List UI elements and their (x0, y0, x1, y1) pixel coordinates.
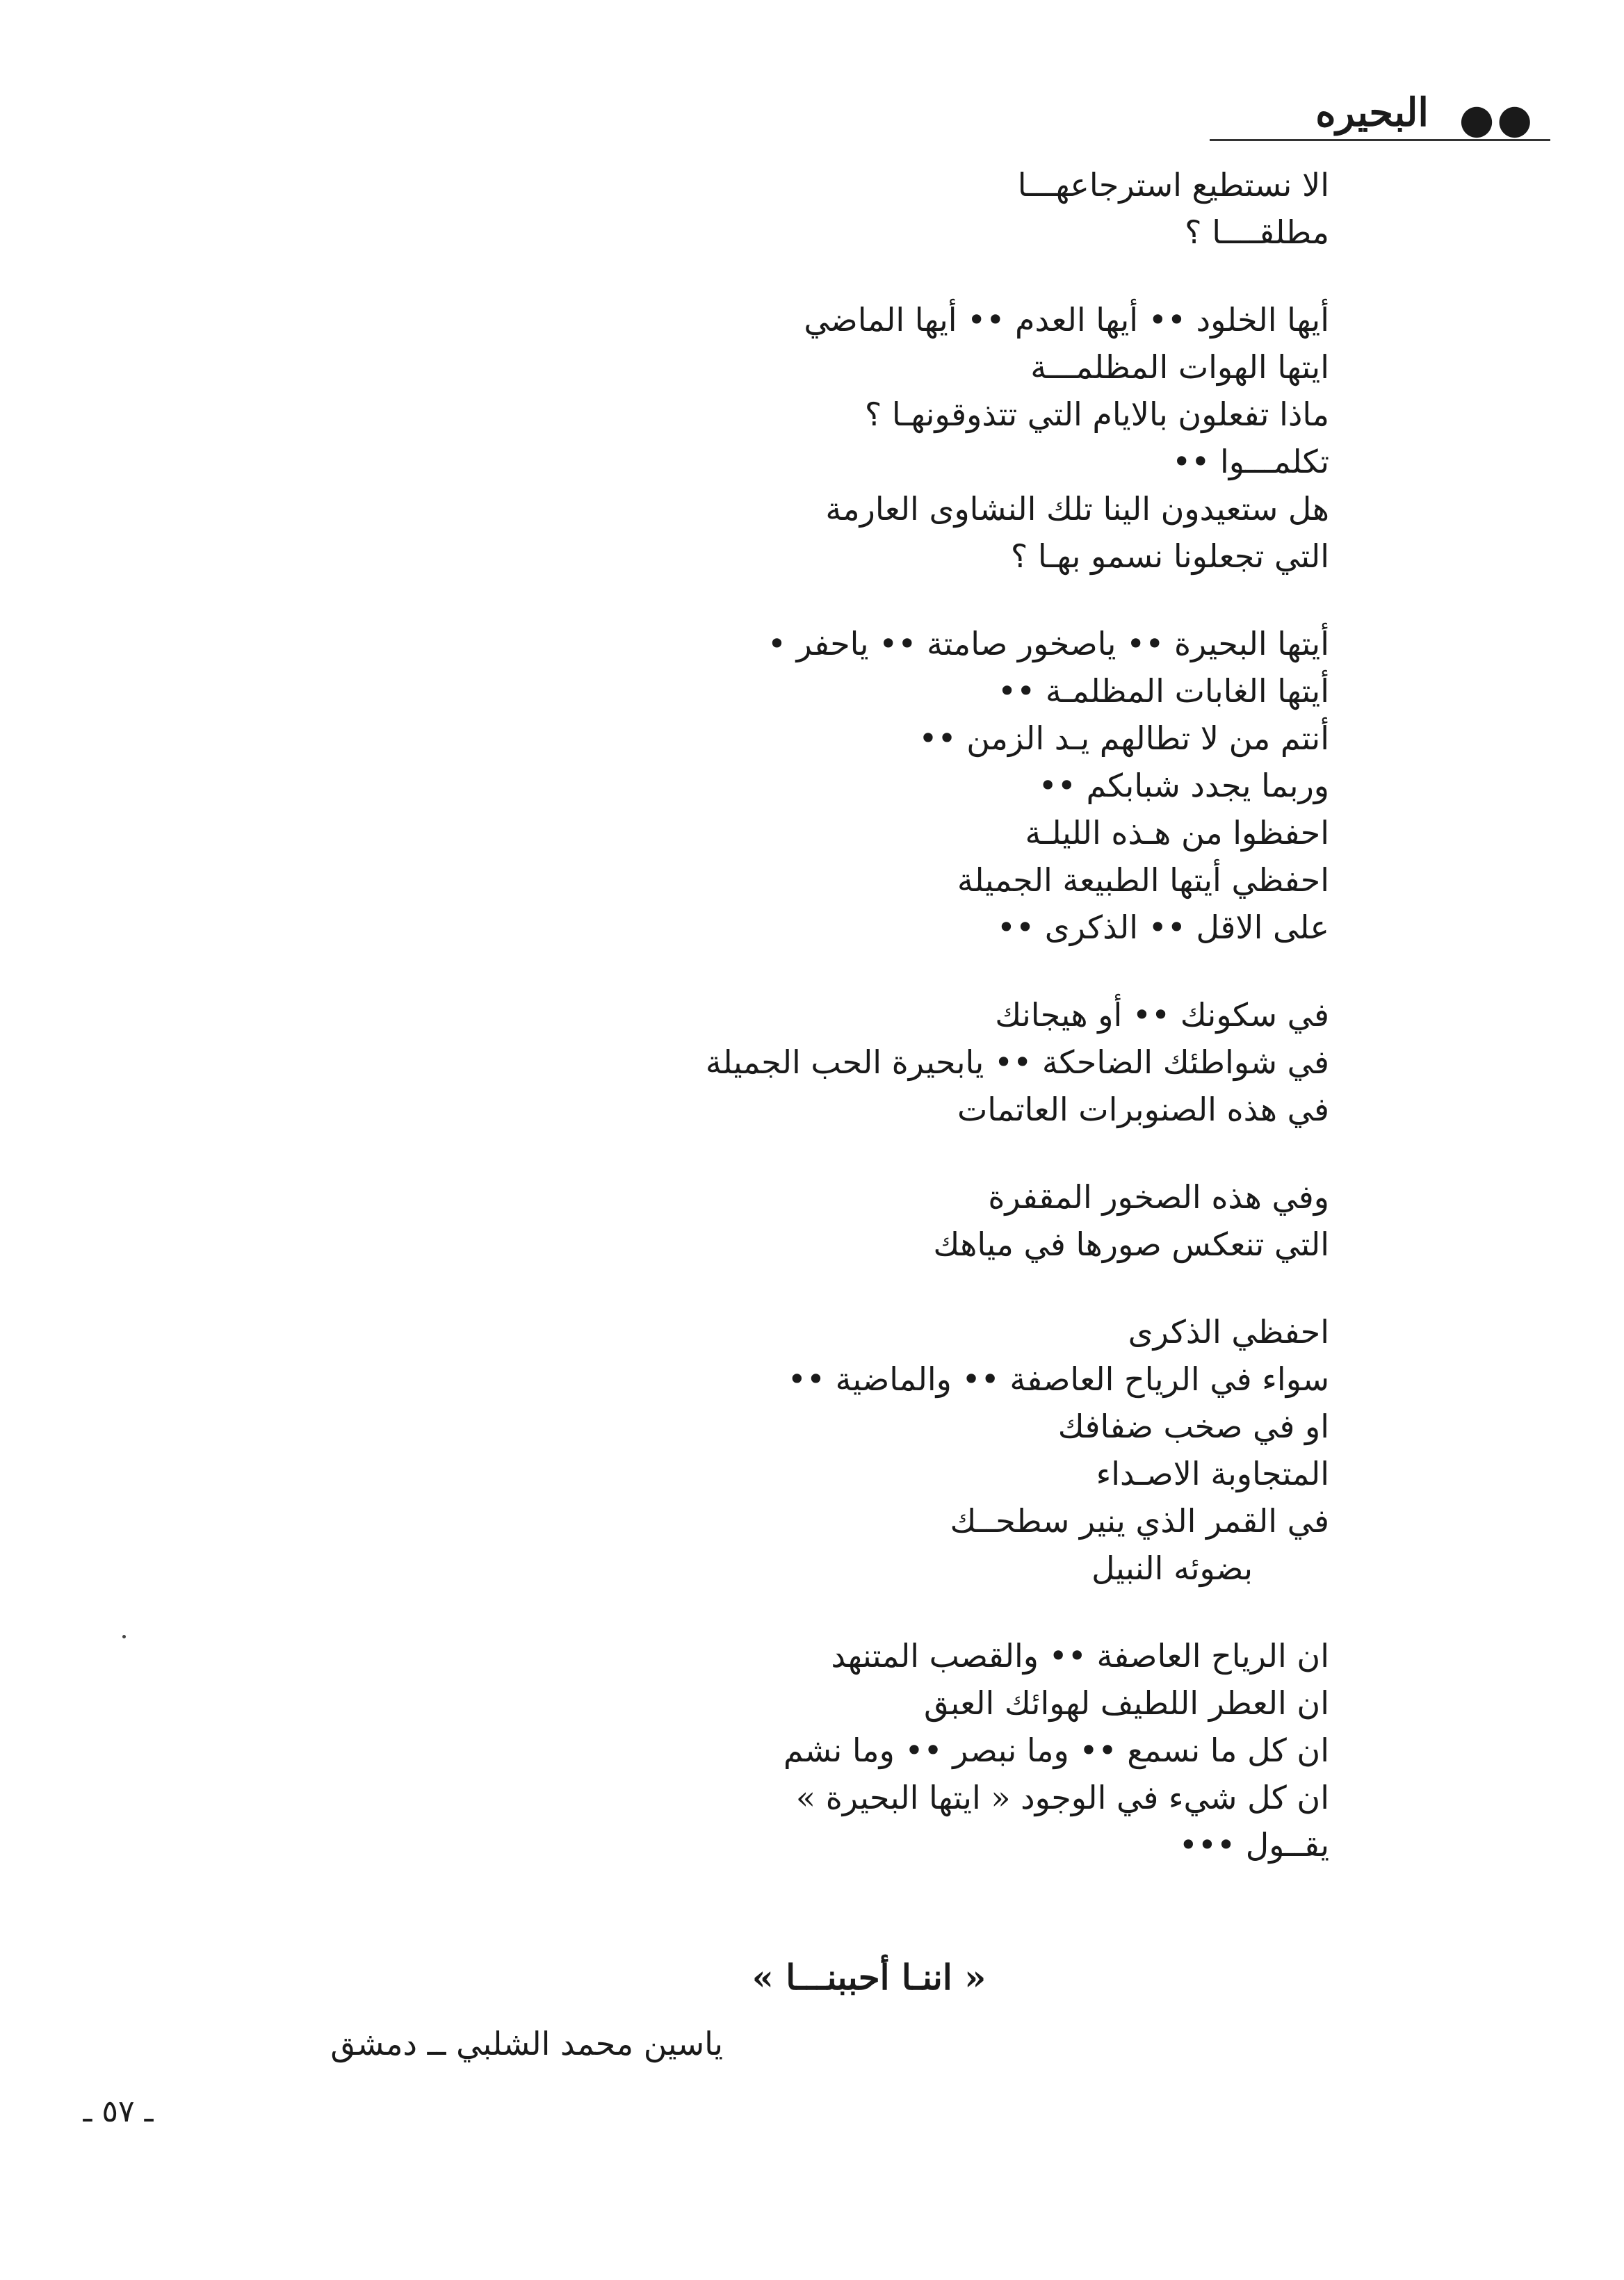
poem-line: سواء في الرياح العاصفة •• والماضية •• (787, 1360, 1329, 1398)
poem-line: هل ستعيدون الينا تلك النشاوى العارمة (825, 490, 1329, 528)
poem-line: التي تنعكس صورها في مياهك (933, 1226, 1329, 1263)
poem-line: في سكونك •• أو هيجانك (995, 996, 1329, 1034)
poem-line: احفظوا من هـذه الليلـة (1025, 814, 1329, 852)
poem-line: ماذا تفعلون بالايام التي تتذوقونهـا ؟ (864, 396, 1329, 433)
poem-line: أنتم من لا تطالهم يـد الزمن •• (918, 719, 1329, 757)
poem-line: في القمر الذي ينير سطحــك (950, 1502, 1329, 1540)
page-header (1237, 85, 1550, 140)
poem-line: وربما يجدد شبابكم •• (1038, 767, 1329, 804)
poem-line: المتجاوبة الاصـداء (1096, 1455, 1329, 1492)
poem-line: أيتها البحيرة •• ياصخور صامتة •• ياحفر • (767, 625, 1329, 662)
stanza-5 (570, 1173, 1329, 1268)
poem-line: مطلقــــا ؟ (1185, 213, 1329, 251)
poem-line: ان العطر اللطيف لهوائك العبق (924, 1684, 1329, 1722)
poem-body (570, 161, 1329, 1909)
poem-line: ان كل شيء في الوجود « ايتها البحيرة » (795, 1779, 1329, 1816)
poem-line: احفظي الذكرى (1128, 1313, 1329, 1351)
poem-line: وفي هذه الصخور المقفرة (988, 1178, 1329, 1216)
poem-line: ان كل ما نسمع •• وما نبصر •• وما نشم (783, 1732, 1329, 1769)
poem-line: التي تجعلونا نسمو بهـا ؟ (1010, 537, 1329, 575)
poem-line: ان الرياح العاصفة •• والقصب المتنهد (831, 1637, 1329, 1675)
poem-line: تكلمـــوا •• (1172, 443, 1329, 480)
stanza-2 (570, 296, 1329, 580)
page-number: ـ ٥٧ ـ (83, 2094, 154, 2129)
poem-line: بضوئه النبيل (1091, 1549, 1253, 1587)
page-title: البحيره (1315, 90, 1429, 136)
poem-line: او في صخب ضفافك (1057, 1408, 1329, 1445)
poem-line: في هذه الصنوبرات العاتمات (957, 1091, 1329, 1128)
poem-line: أيها الخلود •• أيها العدم •• أيها الماضي (804, 301, 1329, 339)
header-divider (1210, 139, 1550, 141)
header-ornament: ●● (1459, 95, 1535, 142)
stanza-6 (570, 1308, 1329, 1592)
poem-line: في شواطئك الضاحكة •• يابحيرة الحب الجميلة (705, 1043, 1329, 1081)
poem-line: ايتها الهوات المظلمـــة (1030, 348, 1329, 386)
stanza-3 (570, 620, 1329, 951)
closing-line: « اننـا أحببنـــا » (752, 1957, 986, 1998)
poem-line: أيتها الغابات المظلمـة •• (997, 672, 1329, 710)
poem-line: الا نستطيع استرجاعهـــا (1017, 166, 1329, 204)
poem-line: احفظي أيتها الطبيعة الجميلة (957, 861, 1329, 899)
poem-line: على الاقل •• الذكرى •• (996, 909, 1329, 946)
stanza-1 (570, 161, 1329, 256)
stanza-4 (570, 991, 1329, 1133)
scan-speck (122, 1635, 126, 1638)
author-signature: ياسين محمد الشلبي ــ دمشق (330, 2025, 723, 2062)
stanza-7 (570, 1632, 1329, 1868)
poem-line: يقــول ••• (1178, 1826, 1329, 1864)
